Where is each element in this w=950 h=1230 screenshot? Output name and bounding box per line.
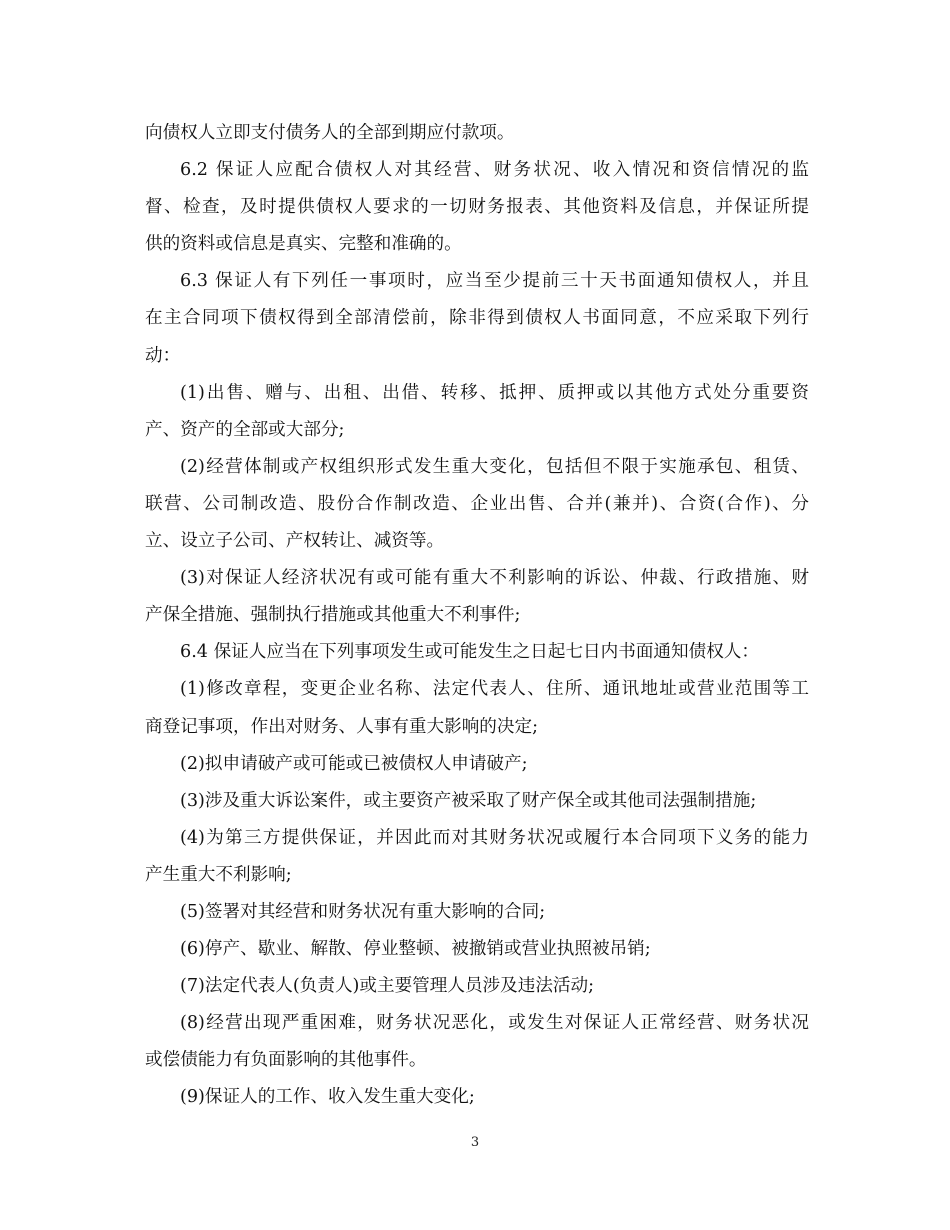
clause-6-4-item-8-line-1: (8)经营出现严重困难，财务状况恶化，或发生对保证人正常经营、财务状况 (180, 1013, 809, 1034)
document-body (145, 115, 809, 1117)
clause-6-4-item-5-line-1: (5)签署对其经营和财务状况有重大影响的合同; (180, 901, 546, 922)
clause-6-3-item-2-line-1: (2)经营体制或产权组织形式发生重大变化，包括但不限于实施承包、租赁、 (180, 456, 809, 477)
clause-6-4-item-7-line-1: (7)法定代表人(负责人)或主要管理人员涉及违法活动; (180, 976, 595, 997)
clause-6-3-item-3-line-2: 产保全措施、强制执行措施或其他重大不利事件; (145, 605, 521, 626)
clause-6-2-line-2: 督、检查，及时提供债权人要求的一切财务报表、其他资料及信息，并保证所提 (145, 197, 809, 218)
clause-6-2-line-3: 供的资料或信息是真实、完整和准确的。 (145, 234, 462, 255)
clause-6-4-item-8-line-2: 或偿债能力有负面影响的其他事件。 (145, 1050, 427, 1071)
clause-6-3-line-3: 动： (145, 345, 181, 366)
clause-6-4-item-1-line-1: (1)修改章程，变更企业名称、法定代表人、住所、通讯地址或营业范围等工 (180, 679, 809, 700)
page-number: 3 (470, 1135, 480, 1150)
clause-6-2-line-1: 6.2 保证人应配合债权人对其经营、财务状况、收入情况和资信情况的监 (180, 160, 809, 181)
paragraph-continuation-line: 向债权人立即支付债务人的全部到期应付款项。 (145, 123, 515, 143)
clause-6-3-item-1-line-2: 产、资产的全部或大部分; (145, 419, 345, 440)
clause-6-4-item-9-line-1: (9)保证人的工作、收入发生重大变化; (180, 1087, 475, 1108)
clause-6-3-line-2: 在主合同项下债权得到全部清偿前，除非得到债权人书面同意，不应采取下列行 (145, 308, 809, 329)
clause-6-3-item-1-line-1: (1)出售、赠与、出租、出借、转移、抵押、质押或以其他方式处分重要资 (180, 382, 809, 403)
clause-6-3-item-2-line-3: 立、设立子公司、产权转让、减资等。 (145, 531, 445, 552)
clause-6-4-line-1: 6.4 保证人应当在下列事项发生或可能发生之日起七日内书面通知债权人： (180, 642, 759, 663)
clause-6-4-item-4-line-2: 产生重大不利影响; (145, 864, 292, 885)
clause-6-4-item-4-line-1: (4)为第三方提供保证，并因此而对其财务状况或履行本合同项下义务的能力 (180, 827, 809, 848)
clause-6-4-item-1-line-2: 商登记事项，作出对财务、人事有重大影响的决定; (145, 716, 538, 737)
clause-6-3-item-3-line-1: (3)对保证人经济状况有或可能有重大不利影响的诉讼、仲裁、行政措施、财 (180, 568, 809, 589)
clause-6-3-item-2-line-2: 联营、公司制改造、股份合作制改造、企业出售、合并(兼并)、合资(合作)、分 (145, 493, 809, 514)
clause-6-4-item-6-line-1: (6)停产、歇业、解散、停业整顿、被撤销或营业执照被吊销; (180, 939, 651, 960)
clause-6-4-item-3-line-1: (3)涉及重大诉讼案件，或主要资产被采取了财产保全或其他司法强制措施; (180, 790, 757, 811)
clause-6-4-item-2-line-1: (2)拟申请破产或可能或已被债权人申请破产; (180, 753, 528, 774)
clause-6-3-line-1: 6.3 保证人有下列任一事项时，应当至少提前三十天书面通知债权人，并且 (180, 271, 809, 292)
